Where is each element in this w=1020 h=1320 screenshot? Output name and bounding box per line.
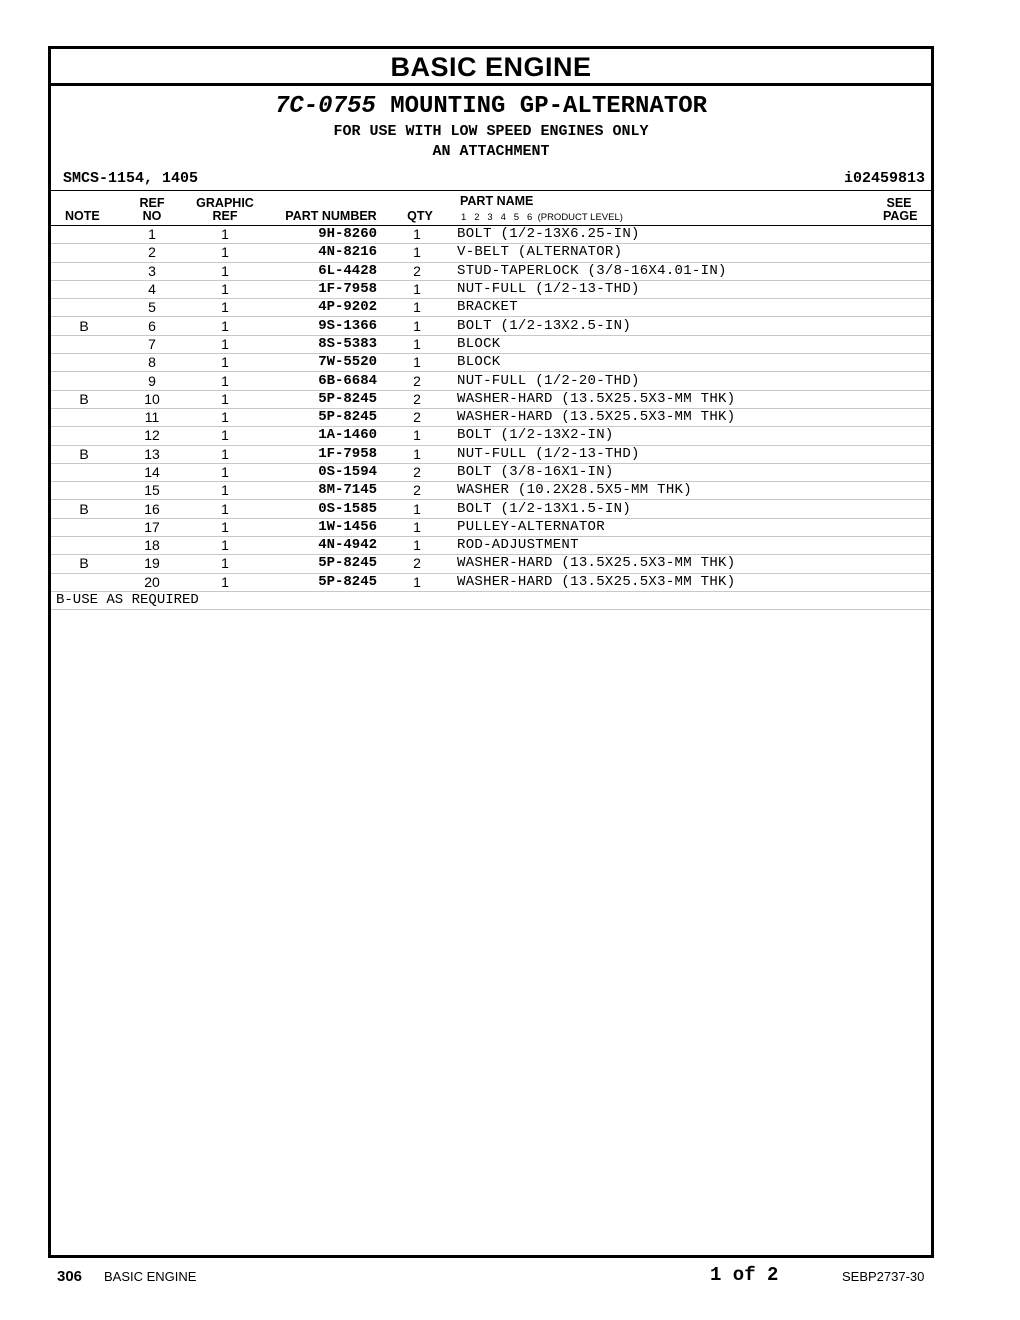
note-cell <box>51 335 117 353</box>
table-row <box>51 299 931 317</box>
note-cell <box>51 299 117 317</box>
part-name-cell: WASHER-HARD (13.5X25.5X3-MM THK) <box>457 390 891 408</box>
part-name-cell: WASHER-HARD (13.5X25.5X3-MM THK) <box>457 555 891 573</box>
part-name-cell: BOLT (1/2-13X2-IN) <box>457 427 891 445</box>
graphic-ref-cell: 1 <box>187 500 263 518</box>
smcs-code: SMCS-1154, 1405 <box>63 170 199 187</box>
see-page-cell <box>891 335 931 353</box>
see-page-cell <box>891 317 931 335</box>
qty-cell: 1 <box>377 518 457 536</box>
ref-no-cell: 20 <box>117 573 187 591</box>
part-number-cell: 0S-1594 <box>263 463 377 481</box>
group-name: MOUNTING GP-ALTERNATOR <box>390 93 708 120</box>
graphic-ref-cell: 1 <box>187 262 263 280</box>
col-see-bottom: PAGE <box>883 209 918 223</box>
part-name-cell: BLOCK <box>457 335 891 353</box>
section-title: BASIC ENGINE <box>51 49 931 86</box>
part-number-cell: 4P-9202 <box>263 299 377 317</box>
footer-section: BASIC ENGINE <box>104 1269 197 1284</box>
part-number-cell: 8M-7145 <box>263 482 377 500</box>
ref-no-cell: 4 <box>117 280 187 298</box>
note-cell <box>51 372 117 390</box>
qty-cell: 2 <box>377 482 457 500</box>
col-graphic-top: GRAPHIC <box>196 196 254 210</box>
col-qty: QTY <box>407 209 433 223</box>
part-number-cell: 4N-4942 <box>263 537 377 555</box>
see-page-cell <box>891 555 931 573</box>
note-cell: B <box>51 555 117 573</box>
note-cell: B <box>51 500 117 518</box>
see-page-cell <box>891 573 931 591</box>
ref-no-cell: 1 <box>117 226 187 244</box>
qty-cell: 2 <box>377 372 457 390</box>
part-number-cell: 7W-5520 <box>263 354 377 372</box>
graphic-ref-cell: 1 <box>187 408 263 426</box>
see-page-cell <box>891 299 931 317</box>
part-number-cell: 1A-1460 <box>263 427 377 445</box>
col-see-top: SEE <box>886 196 912 210</box>
table-row <box>51 408 931 426</box>
qty-cell: 1 <box>377 280 457 298</box>
note-cell <box>51 537 117 555</box>
table-row <box>51 244 931 262</box>
part-name-cell: STUD-TAPERLOCK (3/8-16X4.01-IN) <box>457 262 891 280</box>
parts-table <box>51 226 931 592</box>
table-row <box>51 354 931 372</box>
meta-row <box>51 168 931 191</box>
table-row <box>51 427 931 445</box>
part-number-cell: 4N-8216 <box>263 244 377 262</box>
ref-no-cell: 19 <box>117 555 187 573</box>
see-page-cell <box>891 408 931 426</box>
col-ref-bottom: NO <box>142 209 162 223</box>
graphic-ref-cell: 1 <box>187 244 263 262</box>
col-graphic-bottom: REF <box>212 209 238 223</box>
graphic-ref-cell: 1 <box>187 390 263 408</box>
qty-cell: 2 <box>377 463 457 481</box>
table-row <box>51 500 931 518</box>
see-page-cell <box>891 280 931 298</box>
see-page-cell <box>891 463 931 481</box>
col-product-levels: 1 2 3 4 5 6 (PRODUCT LEVEL) <box>461 212 623 223</box>
part-number-cell: 6B-6684 <box>263 372 377 390</box>
table-row <box>51 335 931 353</box>
see-page-cell <box>891 427 931 445</box>
ref-no-cell: 13 <box>117 445 187 463</box>
qty-cell: 1 <box>377 500 457 518</box>
qty-cell: 2 <box>377 408 457 426</box>
part-name-cell: PULLEY-ALTERNATOR <box>457 518 891 536</box>
see-page-cell <box>891 537 931 555</box>
see-page-cell <box>891 354 931 372</box>
table-row <box>51 262 931 280</box>
col-note: NOTE <box>65 209 100 223</box>
qty-cell: 1 <box>377 317 457 335</box>
part-name-cell: BOLT (3/8-16X1-IN) <box>457 463 891 481</box>
graphic-ref-cell: 1 <box>187 299 263 317</box>
ref-no-cell: 3 <box>117 262 187 280</box>
parts-table-body <box>51 226 931 591</box>
group-number: 7C-0755 <box>274 93 376 120</box>
ref-no-cell: 12 <box>117 427 187 445</box>
document-identifier: i02459813 <box>843 170 925 187</box>
note-cell <box>51 482 117 500</box>
qty-cell: 1 <box>377 445 457 463</box>
part-number-cell: 0S-1585 <box>263 500 377 518</box>
usage-line-1: FOR USE WITH LOW SPEED ENGINES ONLY <box>333 123 649 140</box>
ref-no-cell: 16 <box>117 500 187 518</box>
table-row <box>51 226 931 244</box>
see-page-cell <box>891 482 931 500</box>
note-cell <box>51 354 117 372</box>
table-row <box>51 573 931 591</box>
see-page-cell <box>891 518 931 536</box>
note-cell <box>51 262 117 280</box>
qty-cell: 1 <box>377 427 457 445</box>
part-name-cell: WASHER-HARD (13.5X25.5X3-MM THK) <box>457 408 891 426</box>
table-row <box>51 280 931 298</box>
page-number: 306 <box>57 1268 83 1285</box>
ref-no-cell: 18 <box>117 537 187 555</box>
ref-no-cell: 17 <box>117 518 187 536</box>
part-name-cell: BLOCK <box>457 354 891 372</box>
ref-no-cell: 10 <box>117 390 187 408</box>
usage-line-2: AN ATTACHMENT <box>432 143 550 160</box>
table-row <box>51 317 931 335</box>
part-number-cell: 5P-8245 <box>263 408 377 426</box>
part-number-cell: 9H-8260 <box>263 226 377 244</box>
see-page-cell <box>891 226 931 244</box>
note-cell <box>51 463 117 481</box>
qty-cell: 1 <box>377 335 457 353</box>
note-cell: B <box>51 445 117 463</box>
part-name-cell: WASHER (10.2X28.5X5-MM THK) <box>457 482 891 500</box>
see-page-cell <box>891 390 931 408</box>
part-number-cell: 6L-4428 <box>263 262 377 280</box>
note-cell <box>51 280 117 298</box>
qty-cell: 1 <box>377 226 457 244</box>
graphic-ref-cell: 1 <box>187 354 263 372</box>
note-text: B-USE AS REQUIRED <box>51 592 931 610</box>
graphic-ref-cell: 1 <box>187 280 263 298</box>
qty-cell: 2 <box>377 390 457 408</box>
see-page-cell <box>891 445 931 463</box>
note-cell: B <box>51 317 117 335</box>
graphic-ref-cell: 1 <box>187 518 263 536</box>
ref-no-cell: 15 <box>117 482 187 500</box>
part-number-cell: 9S-1366 <box>263 317 377 335</box>
qty-cell: 1 <box>377 537 457 555</box>
graphic-ref-cell: 1 <box>187 372 263 390</box>
graphic-ref-cell: 1 <box>187 555 263 573</box>
part-name-cell: NUT-FULL (1/2-13-THD) <box>457 445 891 463</box>
table-header <box>51 191 931 226</box>
part-name-cell: NUT-FULL (1/2-13-THD) <box>457 280 891 298</box>
ref-no-cell: 2 <box>117 244 187 262</box>
sheet-indicator: 1 of 2 <box>710 1264 779 1286</box>
table-row <box>51 372 931 390</box>
graphic-ref-cell: 1 <box>187 335 263 353</box>
part-number-cell: 1F-7958 <box>263 280 377 298</box>
table-row <box>51 537 931 555</box>
graphic-ref-cell: 1 <box>187 573 263 591</box>
group-title <box>51 92 931 122</box>
part-name-cell: BOLT (1/2-13X2.5-IN) <box>457 317 891 335</box>
graphic-ref-cell: 1 <box>187 317 263 335</box>
col-part-number: PART NUMBER <box>285 209 377 223</box>
part-number-cell: 5P-8245 <box>263 573 377 591</box>
col-part-name: PART NAME <box>460 194 534 208</box>
table-row <box>51 445 931 463</box>
graphic-ref-cell: 1 <box>187 427 263 445</box>
part-number-cell: 5P-8245 <box>263 555 377 573</box>
table-row <box>51 463 931 481</box>
col-ref-top: REF <box>139 196 165 210</box>
graphic-ref-cell: 1 <box>187 463 263 481</box>
qty-cell: 1 <box>377 573 457 591</box>
table-row <box>51 555 931 573</box>
qty-cell: 2 <box>377 555 457 573</box>
ref-no-cell: 8 <box>117 354 187 372</box>
table-row <box>51 482 931 500</box>
note-cell <box>51 408 117 426</box>
see-page-cell <box>891 244 931 262</box>
qty-cell: 1 <box>377 244 457 262</box>
table-row <box>51 518 931 536</box>
part-number-cell: 5P-8245 <box>263 390 377 408</box>
note-cell <box>51 427 117 445</box>
see-page-cell <box>891 262 931 280</box>
ref-no-cell: 11 <box>117 408 187 426</box>
qty-cell: 2 <box>377 262 457 280</box>
part-number-cell: 1W-1456 <box>263 518 377 536</box>
part-name-cell: BOLT (1/2-13X1.5-IN) <box>457 500 891 518</box>
part-name-cell: V-BELT (ALTERNATOR) <box>457 244 891 262</box>
part-name-cell: BOLT (1/2-13X6.25-IN) <box>457 226 891 244</box>
qty-cell: 1 <box>377 354 457 372</box>
part-name-cell: NUT-FULL (1/2-20-THD) <box>457 372 891 390</box>
graphic-ref-cell: 1 <box>187 445 263 463</box>
part-name-cell: ROD-ADJUSTMENT <box>457 537 891 555</box>
ref-no-cell: 5 <box>117 299 187 317</box>
part-number-cell: 1F-7958 <box>263 445 377 463</box>
document-number: SEBP2737-30 <box>842 1269 925 1284</box>
page-footer <box>0 1264 1020 1288</box>
see-page-cell <box>891 500 931 518</box>
page-frame <box>48 46 934 1258</box>
note-cell: B <box>51 390 117 408</box>
note-cell <box>51 226 117 244</box>
part-name-cell: BRACKET <box>457 299 891 317</box>
ref-no-cell: 7 <box>117 335 187 353</box>
ref-no-cell: 9 <box>117 372 187 390</box>
note-cell <box>51 518 117 536</box>
graphic-ref-cell: 1 <box>187 482 263 500</box>
ref-no-cell: 6 <box>117 317 187 335</box>
note-cell <box>51 244 117 262</box>
see-page-cell <box>891 372 931 390</box>
table-row <box>51 390 931 408</box>
note-cell <box>51 573 117 591</box>
part-number-cell: 8S-5383 <box>263 335 377 353</box>
ref-no-cell: 14 <box>117 463 187 481</box>
graphic-ref-cell: 1 <box>187 226 263 244</box>
part-name-cell: WASHER-HARD (13.5X25.5X3-MM THK) <box>457 573 891 591</box>
graphic-ref-cell: 1 <box>187 537 263 555</box>
qty-cell: 1 <box>377 299 457 317</box>
